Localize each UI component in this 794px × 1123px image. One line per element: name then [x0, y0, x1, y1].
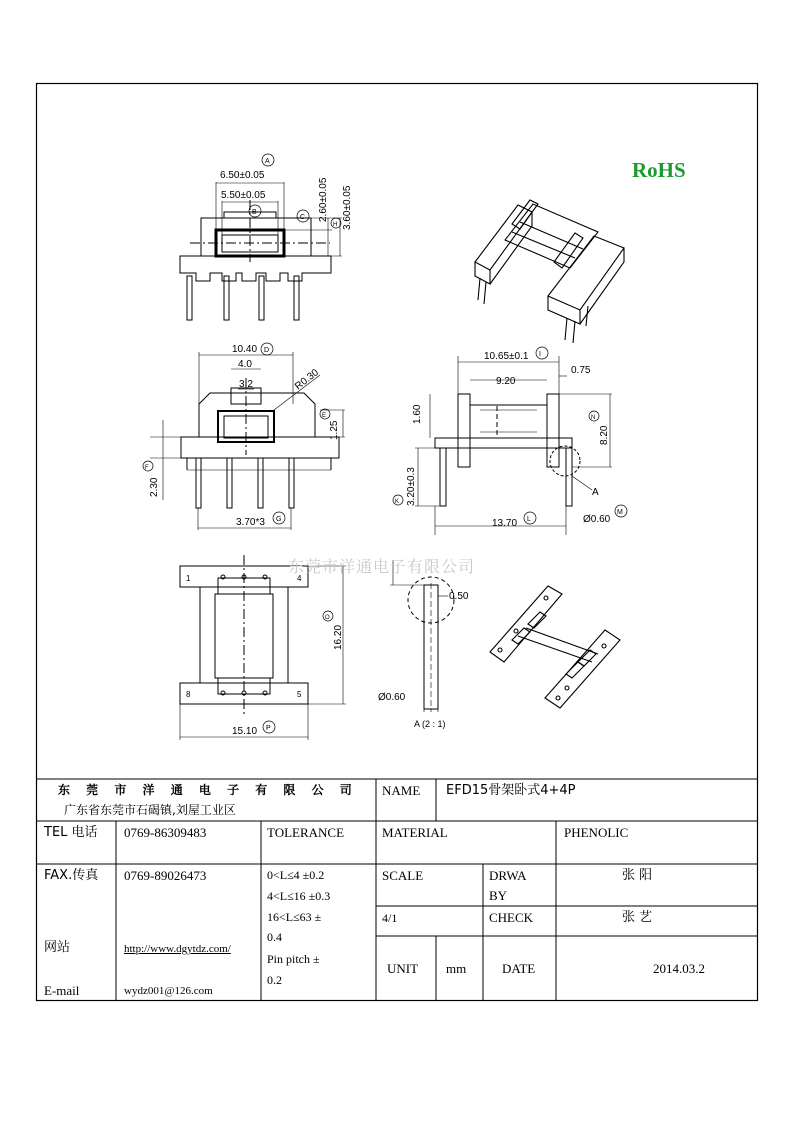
- web-link[interactable]: http://www.dgytdz.com/: [124, 943, 231, 955]
- ref-f: F: [145, 465, 149, 471]
- pin-label-5: 5: [297, 690, 302, 699]
- dim-side-pin-len: 3.20±0.3: [406, 467, 417, 506]
- fax-value: 0769-89026473: [124, 868, 207, 883]
- dim-front-h1: 2.60±0.05: [318, 177, 329, 222]
- dim-side-len: 10.65±0.1: [484, 351, 529, 362]
- ref-i: I: [539, 351, 541, 358]
- bottom-view: [180, 555, 346, 740]
- email-label: E-mail: [44, 983, 80, 998]
- ref-p: P: [266, 725, 271, 732]
- date-value: 2014.03.2: [653, 961, 705, 976]
- email-value[interactable]: wydz001@126.com: [124, 985, 213, 997]
- web-label: 网站: [44, 940, 71, 955]
- tolerance-line-5: Pin pitch ±: [267, 952, 320, 966]
- dim-side-height: 8.20: [599, 425, 610, 445]
- ref-l: L: [527, 516, 531, 523]
- unit-value: mm: [446, 961, 467, 976]
- dim-top-w: 10.40: [232, 344, 258, 355]
- pin-label-4: 4: [297, 574, 302, 583]
- ref-a: A: [265, 158, 270, 165]
- ref-h: H: [333, 222, 338, 228]
- ref-n: N: [591, 415, 596, 421]
- tolerance-line-4: 0.4: [267, 930, 282, 944]
- dim-front-w-inner: 5.50±0.05: [221, 190, 266, 201]
- dim-side-h-left: 1.60: [412, 404, 423, 424]
- material-label: MATERIAL: [382, 825, 448, 840]
- fax-label: FAX.传真: [44, 868, 99, 883]
- unit-label: UNIT: [387, 961, 419, 976]
- company-address: 广东省东莞市石碣镇,刘屋工业区: [64, 803, 236, 817]
- scale-label: SCALE: [382, 868, 424, 883]
- dim-side-flange: 0.75: [571, 365, 591, 376]
- isometric-view: [475, 200, 624, 343]
- ref-g: G: [276, 516, 282, 523]
- scale-value: 4/1: [382, 911, 398, 925]
- tolerance-line-6: 0.2: [267, 973, 282, 987]
- tel-value: 0769-86309483: [124, 825, 207, 840]
- company-name: 东 莞 市 洋 通 电 子 有 限 公 司: [58, 783, 358, 797]
- ref-o: O: [325, 615, 330, 621]
- name-label: NAME: [382, 783, 421, 798]
- ref-m: M: [617, 509, 623, 516]
- dim-top-slot: 4.0: [238, 359, 252, 370]
- name-value: EFD15骨架卧式4+4P: [446, 783, 576, 798]
- dim-front-w-outer: 6.50±0.05: [220, 170, 265, 181]
- check-value: 张 艺: [622, 910, 653, 925]
- dim-side-inner: 9.20: [496, 376, 516, 387]
- rohs-mark: RoHS: [632, 158, 686, 182]
- ref-b: B: [252, 209, 257, 216]
- pin-label-8: 8: [186, 690, 191, 699]
- dim-top-h: 1.25: [329, 420, 340, 440]
- dim-side-base: 13.70: [492, 518, 518, 529]
- material-value: PHENOLIC: [564, 825, 629, 840]
- detail-scale-label: A (2 : 1): [414, 719, 446, 729]
- drawby-label-2: BY: [489, 888, 508, 903]
- tolerance-line-3: 16<L≤63 ±: [267, 910, 322, 924]
- ref-d: D: [264, 347, 270, 354]
- dim-top-pitch: 3.70*3: [236, 517, 265, 528]
- dim-detail-dia: Ø0.60: [378, 692, 406, 703]
- ref-c: C: [300, 214, 306, 221]
- tolerance-label: TOLERANCE: [267, 825, 345, 840]
- tolerance-line-2: 4<L≤16 ±0.3: [267, 889, 331, 903]
- dim-top-side: 2.30: [149, 477, 160, 497]
- dim-front-h2: 3.60±0.05: [342, 185, 353, 230]
- drawby-label-1: DRWA: [489, 868, 527, 883]
- detail-callout-a: A: [592, 487, 599, 498]
- tolerance-line-1: 0<L≤4 ±0.2: [267, 868, 325, 882]
- dim-bottom-length: 16.20: [333, 624, 344, 650]
- isometric-bottom-view: [490, 586, 620, 708]
- detail-view: [390, 560, 454, 712]
- drawby-value: 张 阳: [622, 868, 653, 883]
- tel-label: TEL 电话: [44, 825, 98, 840]
- ref-e: E: [322, 413, 327, 419]
- check-label: CHECK: [489, 910, 534, 925]
- dim-detail-w: 0.50: [449, 591, 469, 602]
- watermark: 东莞市洋通电子有限公司: [288, 557, 476, 576]
- dim-top-slot-inner: 3.2: [239, 379, 253, 390]
- date-label: DATE: [502, 961, 536, 976]
- dim-side-pin-dia: Ø0.60: [583, 514, 611, 525]
- dim-top-radius: R0.30: [293, 367, 321, 393]
- dim-bottom-width: 15.10: [232, 726, 258, 737]
- ref-k: K: [395, 499, 400, 505]
- sheet-border: [37, 84, 758, 1001]
- pin-label-1: 1: [186, 574, 191, 583]
